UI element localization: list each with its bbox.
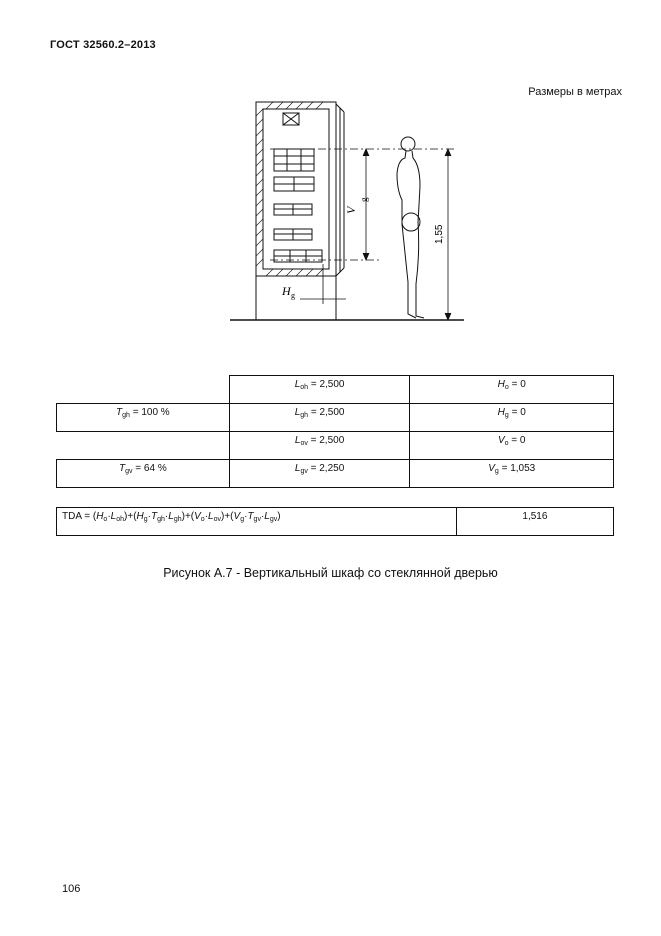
- cabinet-figure: [230, 94, 466, 326]
- table-cell: $L_{oh} = 2,500$: [229, 376, 410, 404]
- table-cell: $T_{gh} = 100$ %: [57, 404, 230, 432]
- formula-subscript: ov: [213, 516, 222, 523]
- hg-label: H: [282, 284, 291, 298]
- formula-operator: ): [277, 511, 281, 522]
- page-number: 106: [62, 883, 81, 895]
- table-row: [57, 376, 614, 404]
- height-label: 1,55: [434, 224, 445, 244]
- tda-formula: TDA = $(H_o\cdot L_{oh})+(H_g\cdot T_{gh}\cdot L_{gh})+(V_o\cdot L_{ov})+(V_g\cdot T_{gv}\cdot L_{gv})$: [57, 508, 457, 536]
- formula-operator: ·: [244, 511, 248, 522]
- formula-subscript: g: [143, 516, 148, 523]
- table-cell: $V_o = 0$: [410, 432, 614, 460]
- evaporator-icon: [283, 113, 299, 125]
- table-row: [57, 432, 614, 460]
- table-cell: [57, 376, 230, 404]
- formula-subscript: gh: [173, 516, 182, 523]
- formula-symbol: H: [96, 511, 104, 522]
- vg-label-sub: g: [359, 197, 369, 202]
- formula-operator: ·: [107, 511, 111, 522]
- table-cell: $H_o = 0$: [410, 376, 614, 404]
- table-cell: $H_g = 0$: [410, 404, 614, 432]
- formula-symbol: L: [208, 511, 214, 522]
- formula-subscript: g: [240, 516, 245, 523]
- formula-subscript: o: [103, 516, 108, 523]
- table-row: [57, 404, 614, 432]
- formula-operator: ·: [164, 511, 169, 522]
- formula-operator: )+(: [124, 511, 137, 522]
- table-cell: $L_{gv} = 2,250$: [229, 460, 410, 488]
- formula-symbol: L: [168, 511, 174, 522]
- formula-subscript: gh: [157, 516, 165, 523]
- formula-subscript: gv: [269, 516, 278, 523]
- table-cell: $L_{gh} = 2,500$: [229, 404, 410, 432]
- table-row: [57, 508, 614, 536]
- formula-operator: ·: [204, 511, 209, 522]
- formula-operator: )+(: [221, 511, 234, 522]
- formula-symbol: V: [233, 511, 241, 522]
- units-note: Размеры в метрах: [528, 86, 622, 98]
- formula-symbol: T: [151, 511, 158, 522]
- formula-symbol: T: [247, 511, 254, 522]
- formula-symbol: L: [264, 511, 270, 522]
- formula-symbol: H: [136, 511, 144, 522]
- tda-result: 1,516: [456, 508, 613, 536]
- formula-operator: ·: [147, 511, 152, 522]
- formula-operator: ·: [260, 511, 265, 522]
- table-row: [57, 460, 614, 488]
- formula-operator: )+(: [181, 511, 195, 522]
- vg-label: V: [344, 206, 358, 214]
- shelves: [274, 149, 322, 262]
- table-cell: $T_{gv} = 64$ %: [57, 460, 230, 488]
- person-icon: [397, 137, 424, 318]
- table-cell: $V_g = 1,053$: [410, 460, 614, 488]
- formula-symbol: V: [194, 511, 201, 522]
- table-cell: [57, 432, 230, 460]
- dimensions-table: [56, 375, 614, 488]
- figure-caption: Рисунок А.7 - Вертикальный шкаф со стеклянной дверью: [163, 566, 498, 580]
- formula-subscript: oh: [116, 516, 125, 523]
- formula-subscript: gv: [253, 516, 261, 523]
- formula-subscript: o: [200, 516, 205, 523]
- hg-label-sub: g: [291, 291, 295, 300]
- tda-table: [56, 507, 614, 536]
- document-header: ГОСТ 32560.2–2013: [50, 39, 156, 51]
- table-cell: $L_{ov} = 2,500$: [229, 432, 410, 460]
- formula-symbol: L: [110, 511, 117, 522]
